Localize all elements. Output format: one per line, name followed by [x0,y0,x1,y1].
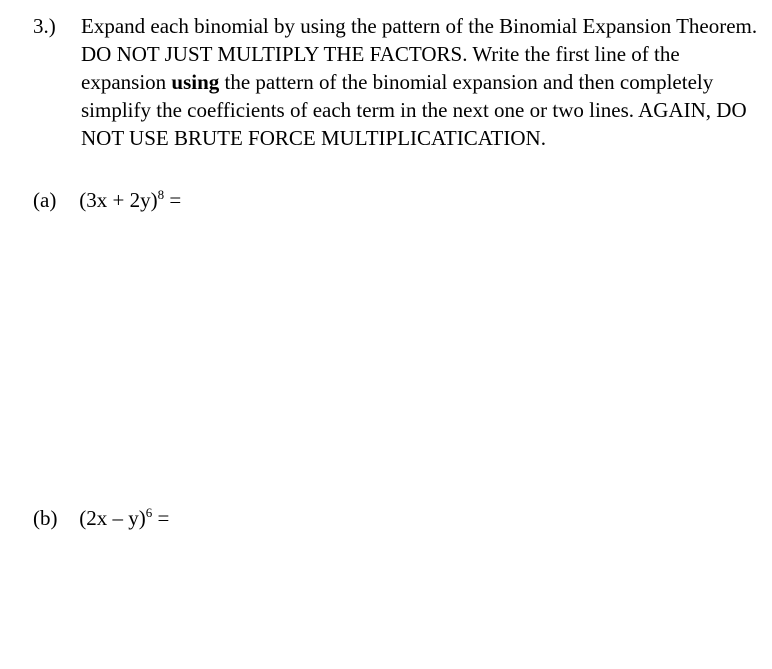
part-b-base: (2x – y) [79,506,146,530]
part-b-label: (b) [33,506,58,530]
instructions-text-2: the pattern of the binomial expansion and then completely simplify the coefficients of each term in the next one or two lines. AGAIN, DO NOT USE BRUTE FORCE MULTIPLICATICATION. [81,70,747,150]
part-b-equals: = [152,506,170,530]
part-a-label: (a) [33,188,57,212]
part-b [33,504,169,532]
part-a-exponent: 8 [157,187,165,202]
part-a [33,186,181,214]
part-a-equals: = [164,188,182,212]
problem-instructions [81,12,761,152]
instructions-bold-using: using [171,70,220,94]
part-b-expression [79,504,169,532]
part-a-base: (3x + 2y) [79,188,158,212]
part-a-expression [79,186,181,214]
problem-number: 3.) [33,14,56,38]
part-b-exponent: 6 [145,505,153,520]
instructions-text-1: Expand each binomial by using the pattern of the Binomial Expansion Theorem. DO NOT JUST MULTIPLY THE FACTORS. Write the first line of the expansion [81,14,758,94]
